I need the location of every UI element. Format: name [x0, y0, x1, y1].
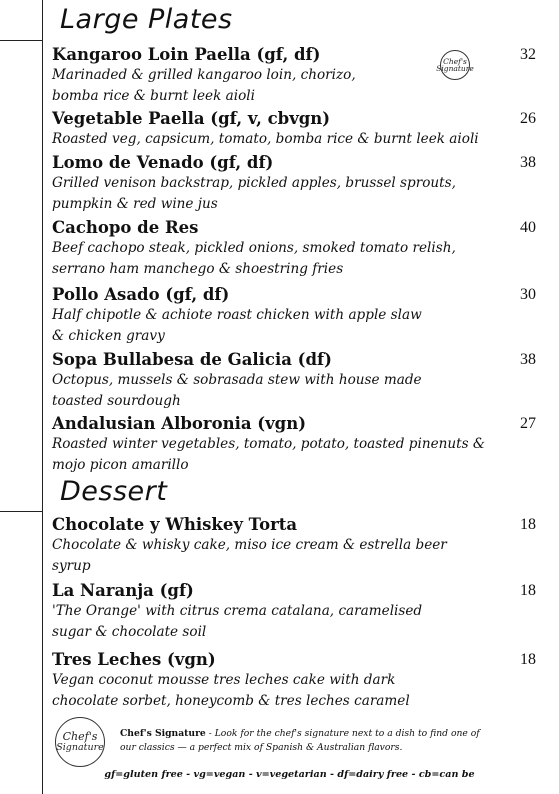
section-rule-dessert — [0, 511, 43, 512]
item-desc-line: Octopus, mussels & sobrasada stew with house made — [52, 372, 422, 388]
menu-item — [52, 349, 540, 412]
item-name: Chocolate y Whiskey Torta — [52, 515, 298, 534]
item-price: 38 — [520, 154, 536, 171]
item-price: 27 — [520, 415, 536, 432]
item-desc-line: & chicken gravy — [52, 328, 165, 344]
item-desc-line: toasted sourdough — [52, 393, 181, 409]
item-desc-line: 'The Orange' with citrus crema catalana, caramelised — [52, 603, 423, 619]
item-desc-line: mojo picon amarillo — [52, 457, 189, 473]
menu-item — [52, 44, 540, 107]
item-desc-line: Grilled venison backstrap, pickled apples, brussel sprouts, — [52, 175, 456, 191]
item-desc-line: Beef cachopo steak, pickled onions, smoked tomato relish, — [52, 240, 456, 256]
item-name: Lomo de Venado (gf, df) — [52, 153, 274, 172]
item-desc-line: Chocolate & whisky cake, miso ice cream & estrella beer — [52, 537, 447, 553]
section-rule-large-plates — [0, 40, 43, 41]
item-desc-line: syrup — [52, 558, 91, 574]
menu-item — [52, 514, 540, 577]
item-name: Sopa Bullabesa de Galicia (df) — [52, 350, 332, 369]
item-name: Kangaroo Loin Paella (gf, df) — [52, 45, 321, 64]
item-name: La Naranja (gf) — [52, 581, 194, 600]
item-desc-line: sugar & chocolate soil — [52, 624, 207, 640]
item-desc-line: bomba rice & burnt leek aioli — [52, 88, 255, 104]
item-name: Pollo Asado (gf, df) — [52, 285, 230, 304]
menu-item — [52, 217, 540, 280]
item-price: 26 — [520, 110, 536, 127]
item-price: 40 — [520, 219, 536, 236]
item-price: 18 — [520, 582, 536, 599]
item-desc-line: chocolate sorbet, honeycomb & tres leches caramel — [52, 693, 410, 709]
item-desc-line: serrano ham manchego & shoestring fries — [52, 261, 344, 277]
item-price: 18 — [520, 651, 536, 668]
item-name: Vegetable Paella (gf, v, cbvgn) — [52, 109, 331, 128]
item-desc-line: Marinaded & grilled kangaroo loin, chorizo, — [52, 67, 356, 83]
menu-item — [52, 580, 540, 643]
menu-item — [52, 152, 540, 215]
item-desc-line: Roasted veg, capsicum, tomato, bomba rice & burnt leek aioli — [52, 131, 479, 147]
chefs-signature-logo-icon: Chef's Signature — [55, 717, 105, 767]
item-name: Tres Leches (vgn) — [52, 650, 216, 669]
dietary-legend: gf=gluten free - vg=vegan - v=vegetarian - df=dairy free - cb=can be — [104, 769, 475, 780]
footer-label: Chef's Signature — [120, 728, 206, 739]
menu-item — [52, 284, 540, 347]
left-rule — [42, 0, 43, 794]
footer-text: - Look for the chef's signature next to a dish to find one of — [205, 728, 480, 739]
item-price: 38 — [520, 351, 536, 368]
chefs-signature-note — [120, 727, 540, 755]
item-desc-line: pumpkin & red wine jus — [52, 196, 218, 212]
section-title-large-plates: Large Plates — [60, 4, 233, 35]
menu-item — [52, 413, 540, 476]
item-name: Andalusian Alboronia (vgn) — [52, 414, 307, 433]
item-desc-line: Half chipotle & achiote roast chicken with apple slaw — [52, 307, 422, 323]
item-price: 32 — [520, 46, 536, 63]
chefs-signature-badge-icon: Chef's Signature — [440, 50, 470, 80]
item-desc-line: Roasted winter vegetables, tomato, potato, toasted pinenuts & — [52, 436, 485, 452]
item-price: 30 — [520, 286, 536, 303]
section-title-dessert: Dessert — [60, 476, 168, 507]
item-name: Cachopo de Res — [52, 218, 199, 237]
item-price: 18 — [520, 516, 536, 533]
menu-item — [52, 108, 540, 150]
footer-text: our classics — a perfect mix of Spanish & Australian flavors. — [120, 742, 403, 753]
menu-item — [52, 649, 540, 712]
item-desc-line: Vegan coconut mousse tres leches cake with dark — [52, 672, 396, 688]
